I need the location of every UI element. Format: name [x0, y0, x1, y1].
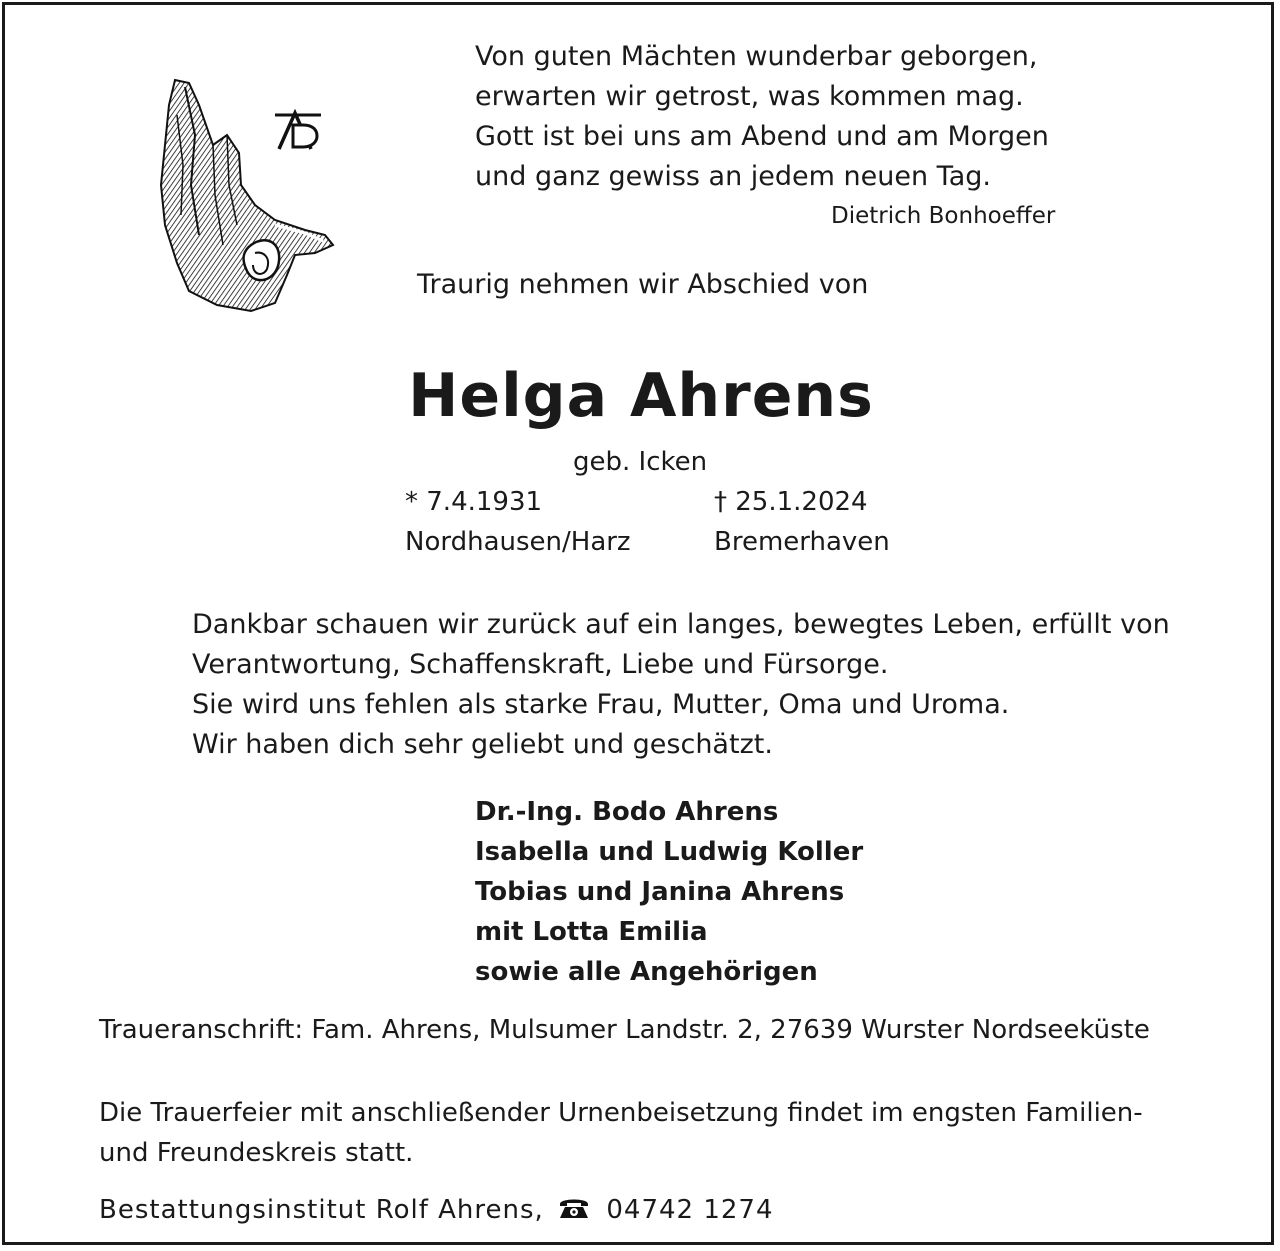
tribute-text	[192, 605, 1170, 765]
poem-line: Gott ist bei uns am Abend und am Morgen	[475, 121, 1049, 152]
death-place: Bremerhaven	[714, 527, 890, 557]
tribute-line: Sie wird uns fehlen als starke Frau, Mutter, Oma und Uroma.	[192, 689, 1010, 720]
phone-number[interactable]: 04742 1274	[606, 1195, 774, 1225]
poem-line: erwarten wir getrost, was kommen mag.	[475, 81, 1024, 112]
intro-text: Traurig nehmen wir Abschied von	[417, 269, 869, 300]
undertaker-name: Bestattungsinstitut Rolf Ahrens,	[99, 1195, 544, 1225]
mourner: Tobias und Janina Ahrens	[475, 877, 845, 907]
mourner: Dr.-Ing. Bodo Ahrens	[475, 797, 779, 827]
mourners-list	[475, 792, 863, 992]
undertaker-line	[99, 1195, 774, 1225]
mourner: Isabella und Ludwig Koller	[475, 837, 864, 867]
poem-line: und ganz gewiss an jedem neuen Tag.	[475, 161, 991, 192]
ceremony-line: und Freundeskreis statt.	[99, 1138, 414, 1168]
tribute-line: Wir haben dich sehr geliebt und geschätzt.	[192, 729, 773, 760]
obituary-notice	[2, 2, 1274, 1245]
mourner: mit Lotta Emilia	[475, 917, 708, 947]
duerer-monogram-icon	[273, 109, 327, 153]
birth-date: * 7.4.1931	[405, 487, 543, 517]
ceremony-info	[99, 1093, 1143, 1173]
tribute-line: Dankbar schauen wir zurück auf ein langes, bewegtes Leben, erfüllt von	[192, 609, 1170, 640]
mourning-address: Traueranschrift: Fam. Ahrens, Mulsumer Landstr. 2, 27639 Wurster Nordseeküste	[99, 1015, 1150, 1045]
maiden-name: geb. Icken	[573, 447, 708, 477]
poem	[475, 37, 1049, 197]
telephone-icon	[557, 1195, 591, 1221]
ceremony-line: Die Trauerfeier mit anschließender Urnenbeisetzung findet im engsten Familien-	[99, 1098, 1143, 1128]
birth-place: Nordhausen/Harz	[405, 527, 631, 557]
deceased-name: Helga Ahrens	[408, 361, 874, 431]
mourner: sowie alle Angehörigen	[475, 957, 818, 987]
death-date: † 25.1.2024	[714, 487, 868, 517]
poem-author: Dietrich Bonhoeffer	[831, 203, 1056, 229]
tribute-line: Verantwortung, Schaffenskraft, Liebe und Fürsorge.	[192, 649, 889, 680]
poem-line: Von guten Mächten wunderbar geborgen,	[475, 41, 1038, 72]
